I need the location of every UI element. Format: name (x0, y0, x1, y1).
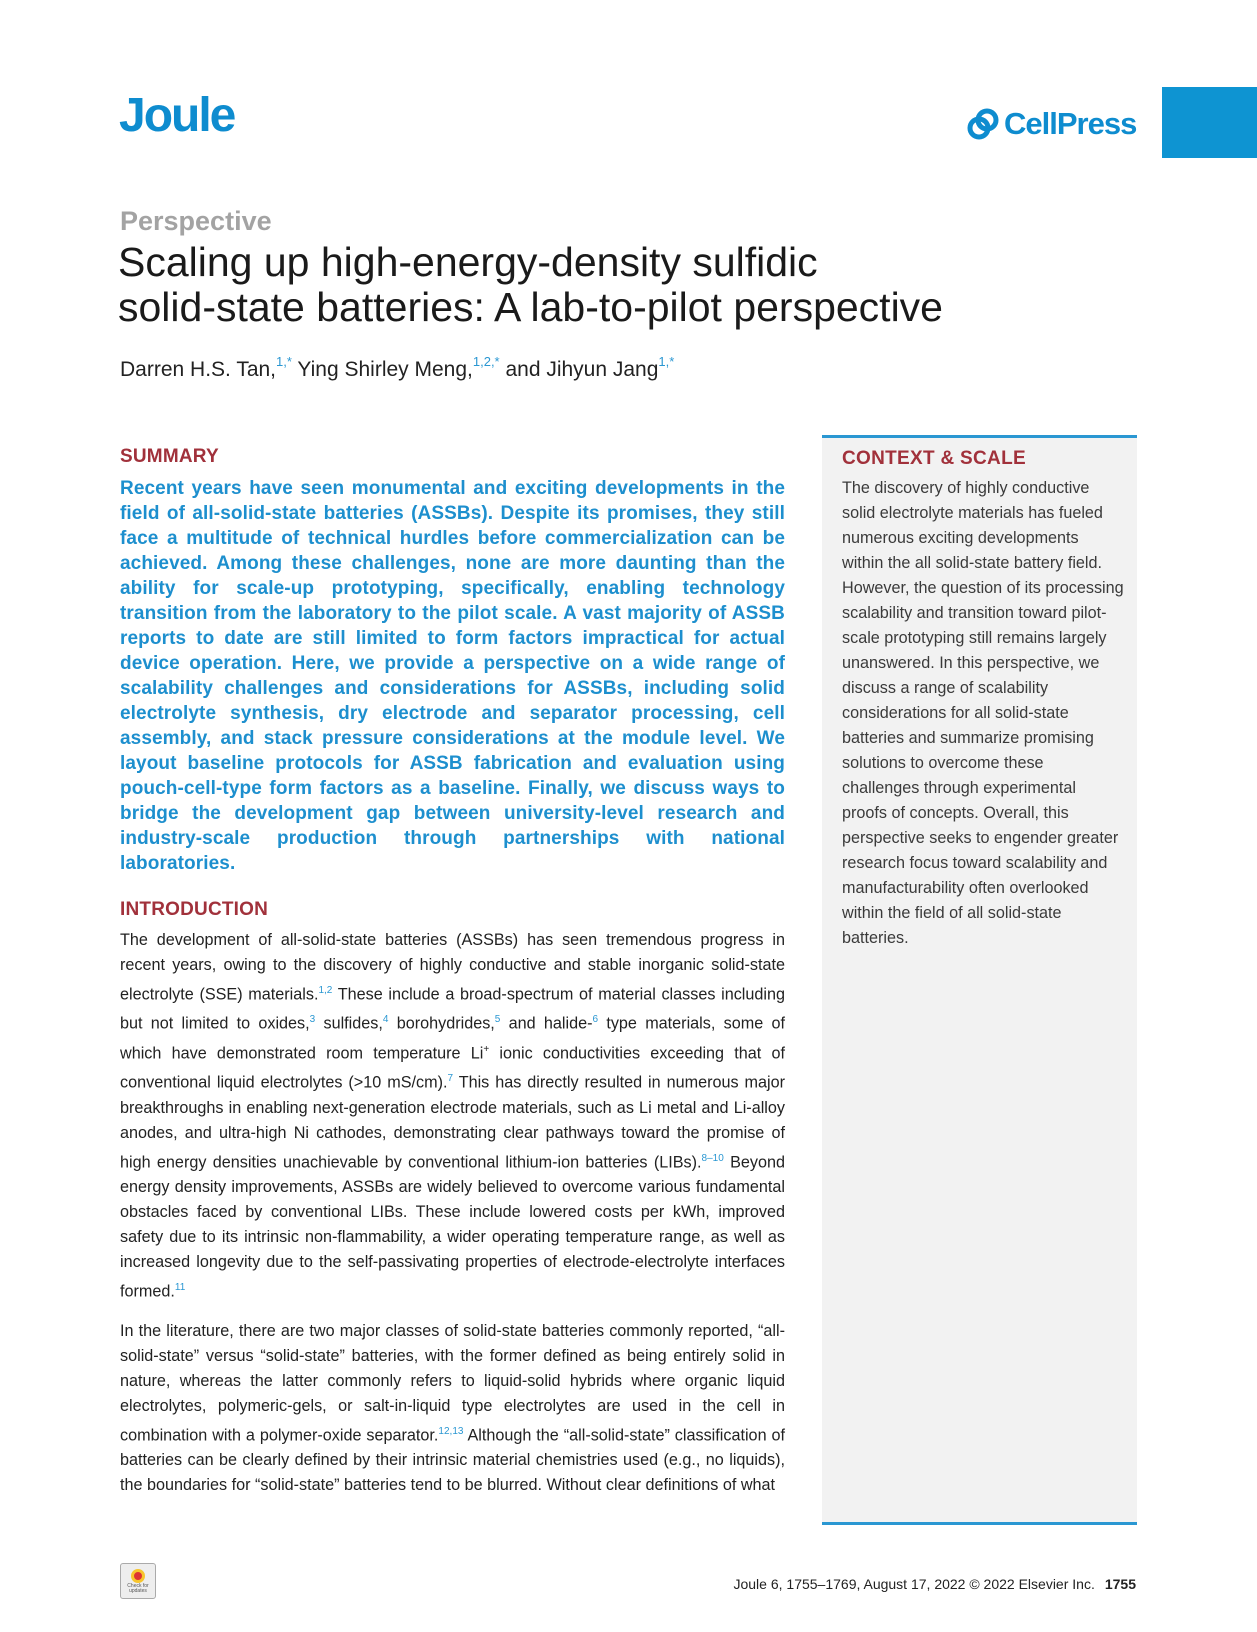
intro-paragraph-1: The development of all-solid-state batteries (ASSBs) has seen tremendous progress in recent years, owing to the discovery of highly conductive and stable inorganic solid-state electrolyte (SSE) materials.$^{1,2}$ These include a broad-spectrum of material classes including but not limited to oxides,$^3$ sulfides,$^4$ borohydrides,$^5$ and halide-$^6$ type materials, some of which have demonstrated room temperature Li+ ionic conductivities exceeding that of conventional liquid electrolytes (>10 mS/cm).$^7$ This has directly resulted in numerous major breakthroughs in enabling next-generation electrode materials, such as Li metal and Li-alloy anodes, and ultra-high Ni cathodes, demonstrating clear pathways toward the promise of high energy densities unachievable by conventional lithium-ion batteries (LIBs).$^{8-10}$ Beyond energy density improvements, ASSBs are widely believed to overcome various fundamental obstacles faced by conventional LIBs. These include lowered costs per kWh, improved safety due to its intrinsic non-flammability, a wider operating temperature range, as well as increased longevity due to the self-passivating properties of electrode-electrolyte interfaces formed.$^{11}$ (120, 931, 785, 1301)
superscript-plus: + (483, 1043, 490, 1055)
author-affiliation[interactable]: 1,* (658, 354, 675, 369)
reference-link[interactable]: 1,2 (318, 985, 333, 996)
reference-link[interactable]: 11 (174, 1281, 186, 1293)
color-tab (1162, 87, 1257, 158)
author-name: Ying Shirley Meng, (297, 358, 473, 381)
cellpress-logo-icon (966, 107, 1000, 141)
context-scale-text: The discovery of highly conductive solid electrolyte materials has fueled numerous exciting developments within the all solid-state battery field. However, the question of its processing scalability and transition toward pilot-scale prototyping still remains largely unanswered. In this perspective, we discuss a range of scalability considerations for all solid-state batteries and summarize promising solutions to overcome these challenges through experimental proofs of concepts. Overall, this perspective seeks to engender greater research focus toward scalability and manufacturability often overlooked within the field of all solid-state batteries. (842, 479, 1124, 947)
reference-link[interactable]: 7 (447, 1073, 454, 1085)
reference-link[interactable]: 3 (309, 1014, 316, 1026)
author-affiliation[interactable]: 1,2,* (472, 354, 500, 369)
page-footer (733, 1576, 1136, 1592)
introduction-heading: INTRODUCTION (120, 899, 269, 920)
title-line-2: solid-state batteries: A lab-to-pilot perspective (118, 284, 943, 330)
reference-link[interactable]: 5 (494, 1014, 501, 1026)
title-line-1: Scaling up high-energy-density sulfidic (118, 239, 818, 285)
author-affiliation[interactable]: 1,* (276, 354, 292, 369)
check-for-updates-badge[interactable] (120, 1563, 156, 1599)
summary-text: Recent years have seen monumental and exciting developments in the field of all-solid-state batteries (ASSBs). Despite its promises, they still face a multitude of technical hurdles before commercialization can be achieved. Among these challenges, none are more daunting than the ability for scale-up prototyping, specifically, enabling technology transition from the laboratory to the pilot scale. A vast majority of ASSB reports to date are still limited to form factors impractical for actual device operation. Here, we provide a perspective on a wide range of scalability challenges and considerations for ASSBs, including solid electrolyte synthesis, dry electrode and separator processing, cell assembly, and stack pressure considerations at the module level. We layout baseline protocols for ASSB fabrication and evaluation using pouch-cell-type form factors as a baseline. Finally, we discuss ways to bridge the development gap between university-level research and industry-scale production through partnerships with national laboratories. (120, 478, 785, 874)
page-number: 1755 (1104, 1576, 1136, 1592)
reference-link[interactable]: 12,13 (438, 1426, 464, 1437)
context-scale-heading: CONTEXT & SCALE (842, 448, 1026, 469)
citation-line: Joule 6, 1755–1769, August 17, 2022 © 2022 Elsevier Inc. (733, 1576, 1095, 1592)
journal-logo: Joule (119, 89, 235, 142)
reference-link[interactable]: 4 (382, 1014, 389, 1026)
reference-link[interactable]: 8–10 (701, 1152, 724, 1164)
reference-link[interactable]: 6 (592, 1014, 599, 1026)
author-list (120, 356, 674, 382)
publisher-name: CellPress (1004, 106, 1137, 141)
article-title (118, 240, 1018, 330)
author-name: Darren H.S. Tan, (120, 358, 277, 381)
context-and-scale-box (822, 435, 1137, 1525)
article-type: Perspective (120, 206, 272, 236)
cellpress-logo (966, 104, 1136, 144)
author-name: and Jihyun Jang (505, 358, 659, 381)
crossmark-label: Check for updates (127, 1582, 149, 1594)
summary-heading: SUMMARY (120, 446, 219, 467)
intro-paragraph-2: In the literature, there are two major classes of solid-state batteries commonly reported, “all-solid-state” versus “solid-state” batteries, with the former defined as being entirely solid in nature, whereas the latter commonly refers to liquid-solid hybrids where organic liquid electrolytes, polymeric-gels, or salt-in-liquid type electrolytes are used in the cell in combination with a polymer-oxide separator.$^{12,13}$ Although the “all-solid-state” classification of batteries can be clearly defined by their intrinsic material chemistries used (e.g., no liquids), the boundaries for “solid-state” batteries tend to be blurred. Without clear definitions of what (120, 1322, 785, 1495)
crossmark-icon (131, 1569, 145, 1583)
